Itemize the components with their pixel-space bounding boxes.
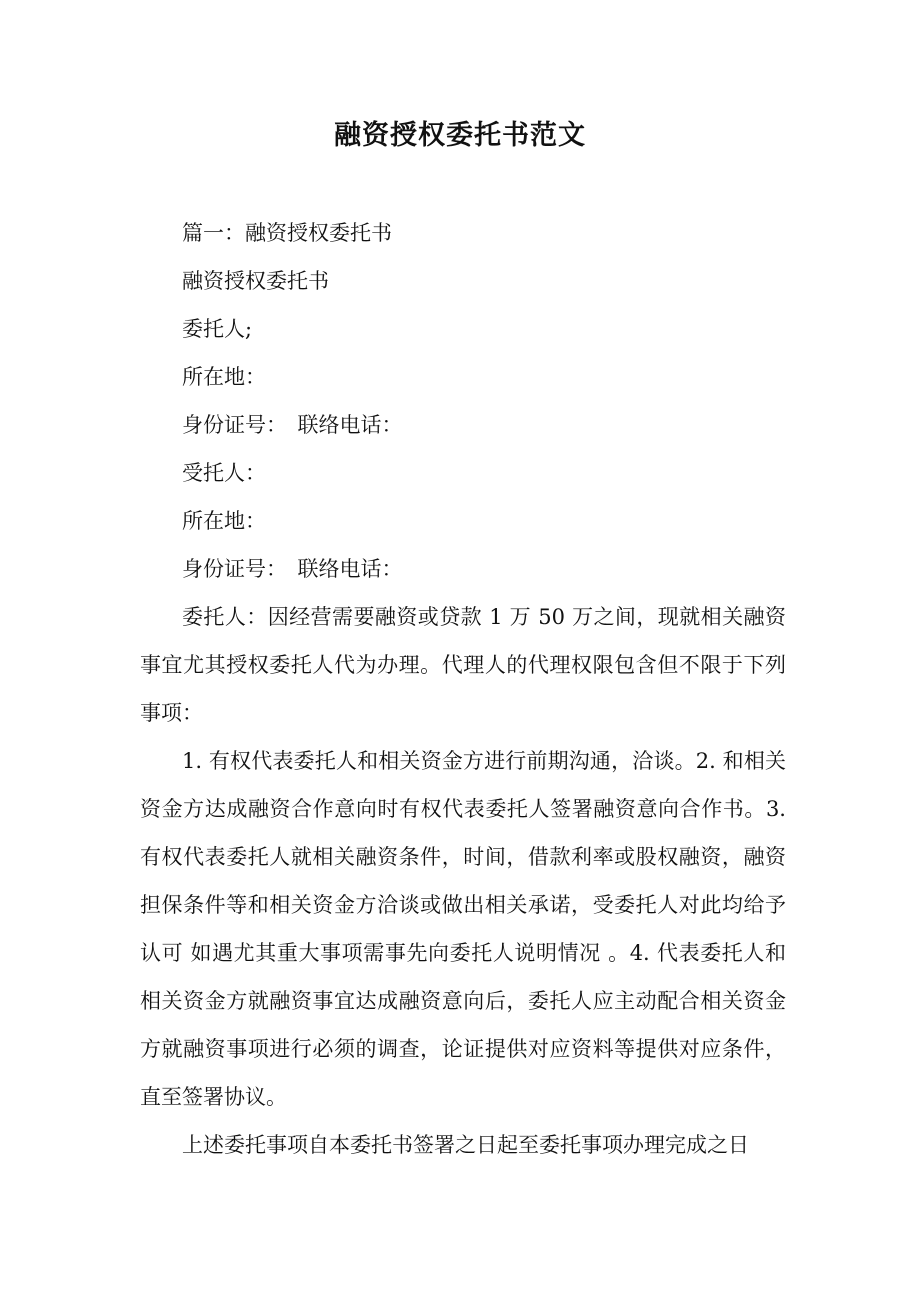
subtitle: 融资授权委托书 xyxy=(182,269,329,293)
document-body xyxy=(140,209,786,1169)
field-agent: 受托人： xyxy=(182,461,266,485)
field-principal-location: 所在地： xyxy=(182,365,266,389)
field-agent-location: 所在地： xyxy=(182,509,266,533)
document-title: 融资授权委托书范文 xyxy=(334,120,586,151)
section-heading: 篇一：融资授权委托书 xyxy=(182,221,392,245)
paragraph-authorization: 委托人：因经营需要融资或贷款 1 万 50 万之间，现就相关融资事宜尤其授权委托人代为办理。代理人的代理权限包含但不限于下列事项： xyxy=(140,605,786,725)
paragraph-scope-items: 1. 有权代表委托人和相关资金方进行前期沟通，洽谈。2. 和相关资金方达成融资合作意向时有权代表委托人签署融资意向合作书。3. 有权代表委托人就相关融资条件，时间，借款利率或股权融资，融资担保条件等和相关资金方洽谈或做出相关承诺，受委托人对此均给予认可 如遇尤其重大事项需事先向委托人说明情况 。4. 代表委托人和相关资金方就融资事宜达成融资意向后，委托人应主动配合相关资金方就融资事项进行必须的调查，论证提供对应资料等提供对应条件，直至签署协议。 xyxy=(140,749,786,1109)
paragraph-validity: 上述委托事项自本委托书签署之日起至委托事项办理完成之日 xyxy=(182,1133,749,1157)
field-agent-id-phone: 身份证号： 联络电话： xyxy=(182,557,403,581)
field-principal-id-phone: 身份证号： 联络电话： xyxy=(182,413,403,437)
field-principal: 委托人; xyxy=(182,317,253,341)
